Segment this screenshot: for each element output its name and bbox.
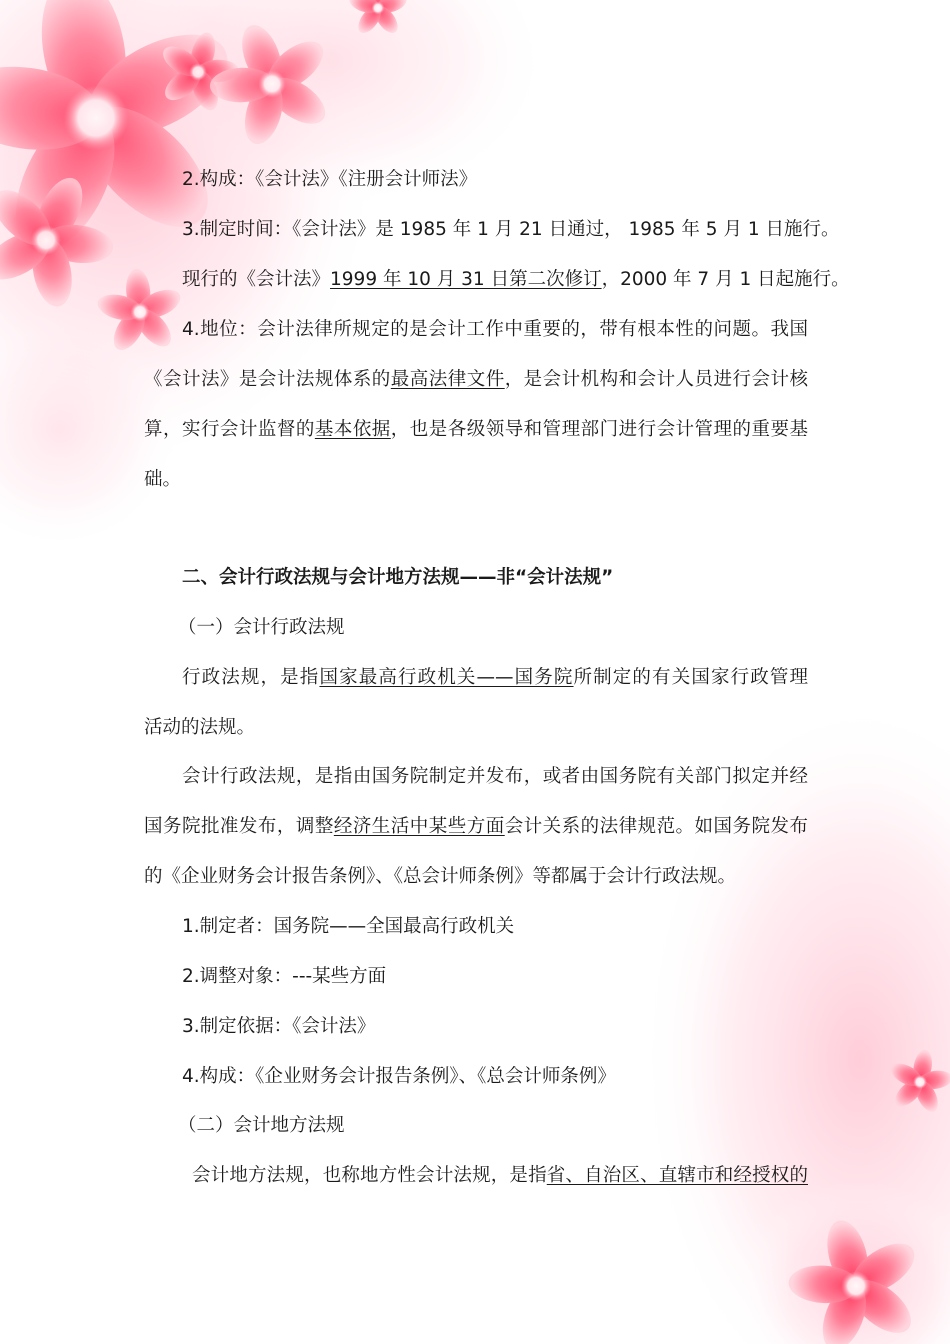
underlined-text: 基本依据	[314, 419, 391, 440]
text: 4.构成：《企业财务会计报告条例》、《总会计师条例》	[182, 1066, 616, 1087]
text: ，也是各级领导和管理部门进行会计管理的重要基	[390, 419, 808, 440]
text: 3.制定时间：《会计法》是 1985 年 1 月 21 日通过， 1985 年 5 月 1 日施行。	[182, 219, 840, 240]
paragraph-accounting-admin-line-3	[144, 852, 808, 902]
text: 2.调整对象：---某些方面	[182, 966, 387, 987]
text: 会计地方法规，也称地方性会计法规，是指	[192, 1165, 547, 1186]
text: 础。	[144, 469, 182, 490]
paragraph-status-line-4	[144, 455, 808, 505]
underlined-text: 国家最高行政机关——国务院	[319, 667, 574, 688]
text: ，是会计机构和会计人员进行会计核	[504, 369, 808, 390]
text: 《会计法》是会计法规体系的	[144, 369, 391, 390]
text: 二、会计行政法规与会计地方法规——非“会计法规”	[182, 567, 614, 588]
text: 国务院批准发布，调整	[144, 816, 334, 837]
text: 的《企业财务会计报告条例》、《总会计师条例》等都属于会计行政法规。	[144, 866, 737, 887]
paragraph-accounting-admin-line-1	[182, 752, 808, 802]
text: 活动的法规。	[144, 717, 256, 738]
text: 3.制定依据：《会计法》	[182, 1016, 376, 1037]
text: 行政法规，是指	[182, 667, 320, 688]
text: ，2000 年 7 月 1 日起施行。	[601, 269, 850, 290]
underlined-text: 1999 年 10 月 31 日第二次修订	[330, 269, 602, 290]
text: 现行的《会计法》	[182, 269, 331, 290]
text: 1.制定者：国务院——全国最高行政机关	[182, 916, 515, 937]
paragraph-status-line-1	[182, 305, 808, 355]
paragraph-local-def-line-1	[192, 1151, 808, 1201]
text: （二）会计地方法规	[178, 1115, 345, 1136]
paragraph-admin-def-line-1	[182, 653, 808, 703]
text: 会计行政法规，是指由国务院制定并发布，或者由国务院有关部门拟定并经	[182, 766, 808, 787]
subsection-heading-local-regulations	[178, 1101, 804, 1151]
text: 会计关系的法律规范。如国务院发布	[504, 816, 808, 837]
paragraph-status-line-2	[144, 355, 808, 405]
list-item-maker	[182, 902, 808, 952]
text: 所制定的有关国家行政管理	[573, 667, 808, 688]
underlined-text: 省、自治区、直辖市和经授权的	[546, 1165, 808, 1186]
text: 2.构成：《会计法》《注册会计师法》	[182, 169, 478, 190]
text: 算，实行会计监督的	[144, 419, 315, 440]
text: 4.地位：会计法律所规定的是会计工作中重要的，带有根本性的问题。我国	[182, 319, 808, 340]
paragraph-enactment-date	[182, 205, 840, 255]
section-heading-two	[182, 553, 808, 603]
paragraph-composition	[182, 155, 808, 205]
paragraph-current-revision	[182, 255, 850, 305]
paragraph-accounting-admin-line-2	[144, 802, 808, 852]
list-item-scope	[182, 952, 808, 1002]
underlined-text: 经济生活中某些方面	[333, 816, 505, 837]
list-item-basis	[182, 1002, 808, 1052]
underlined-text: 最高法律文件	[390, 369, 505, 390]
text: （一）会计行政法规	[178, 617, 345, 638]
list-item-composition	[182, 1052, 808, 1102]
paragraph-admin-def-line-2	[144, 703, 808, 753]
paragraph-status-line-3	[144, 405, 808, 455]
subsection-heading-admin-regulations	[178, 603, 804, 653]
